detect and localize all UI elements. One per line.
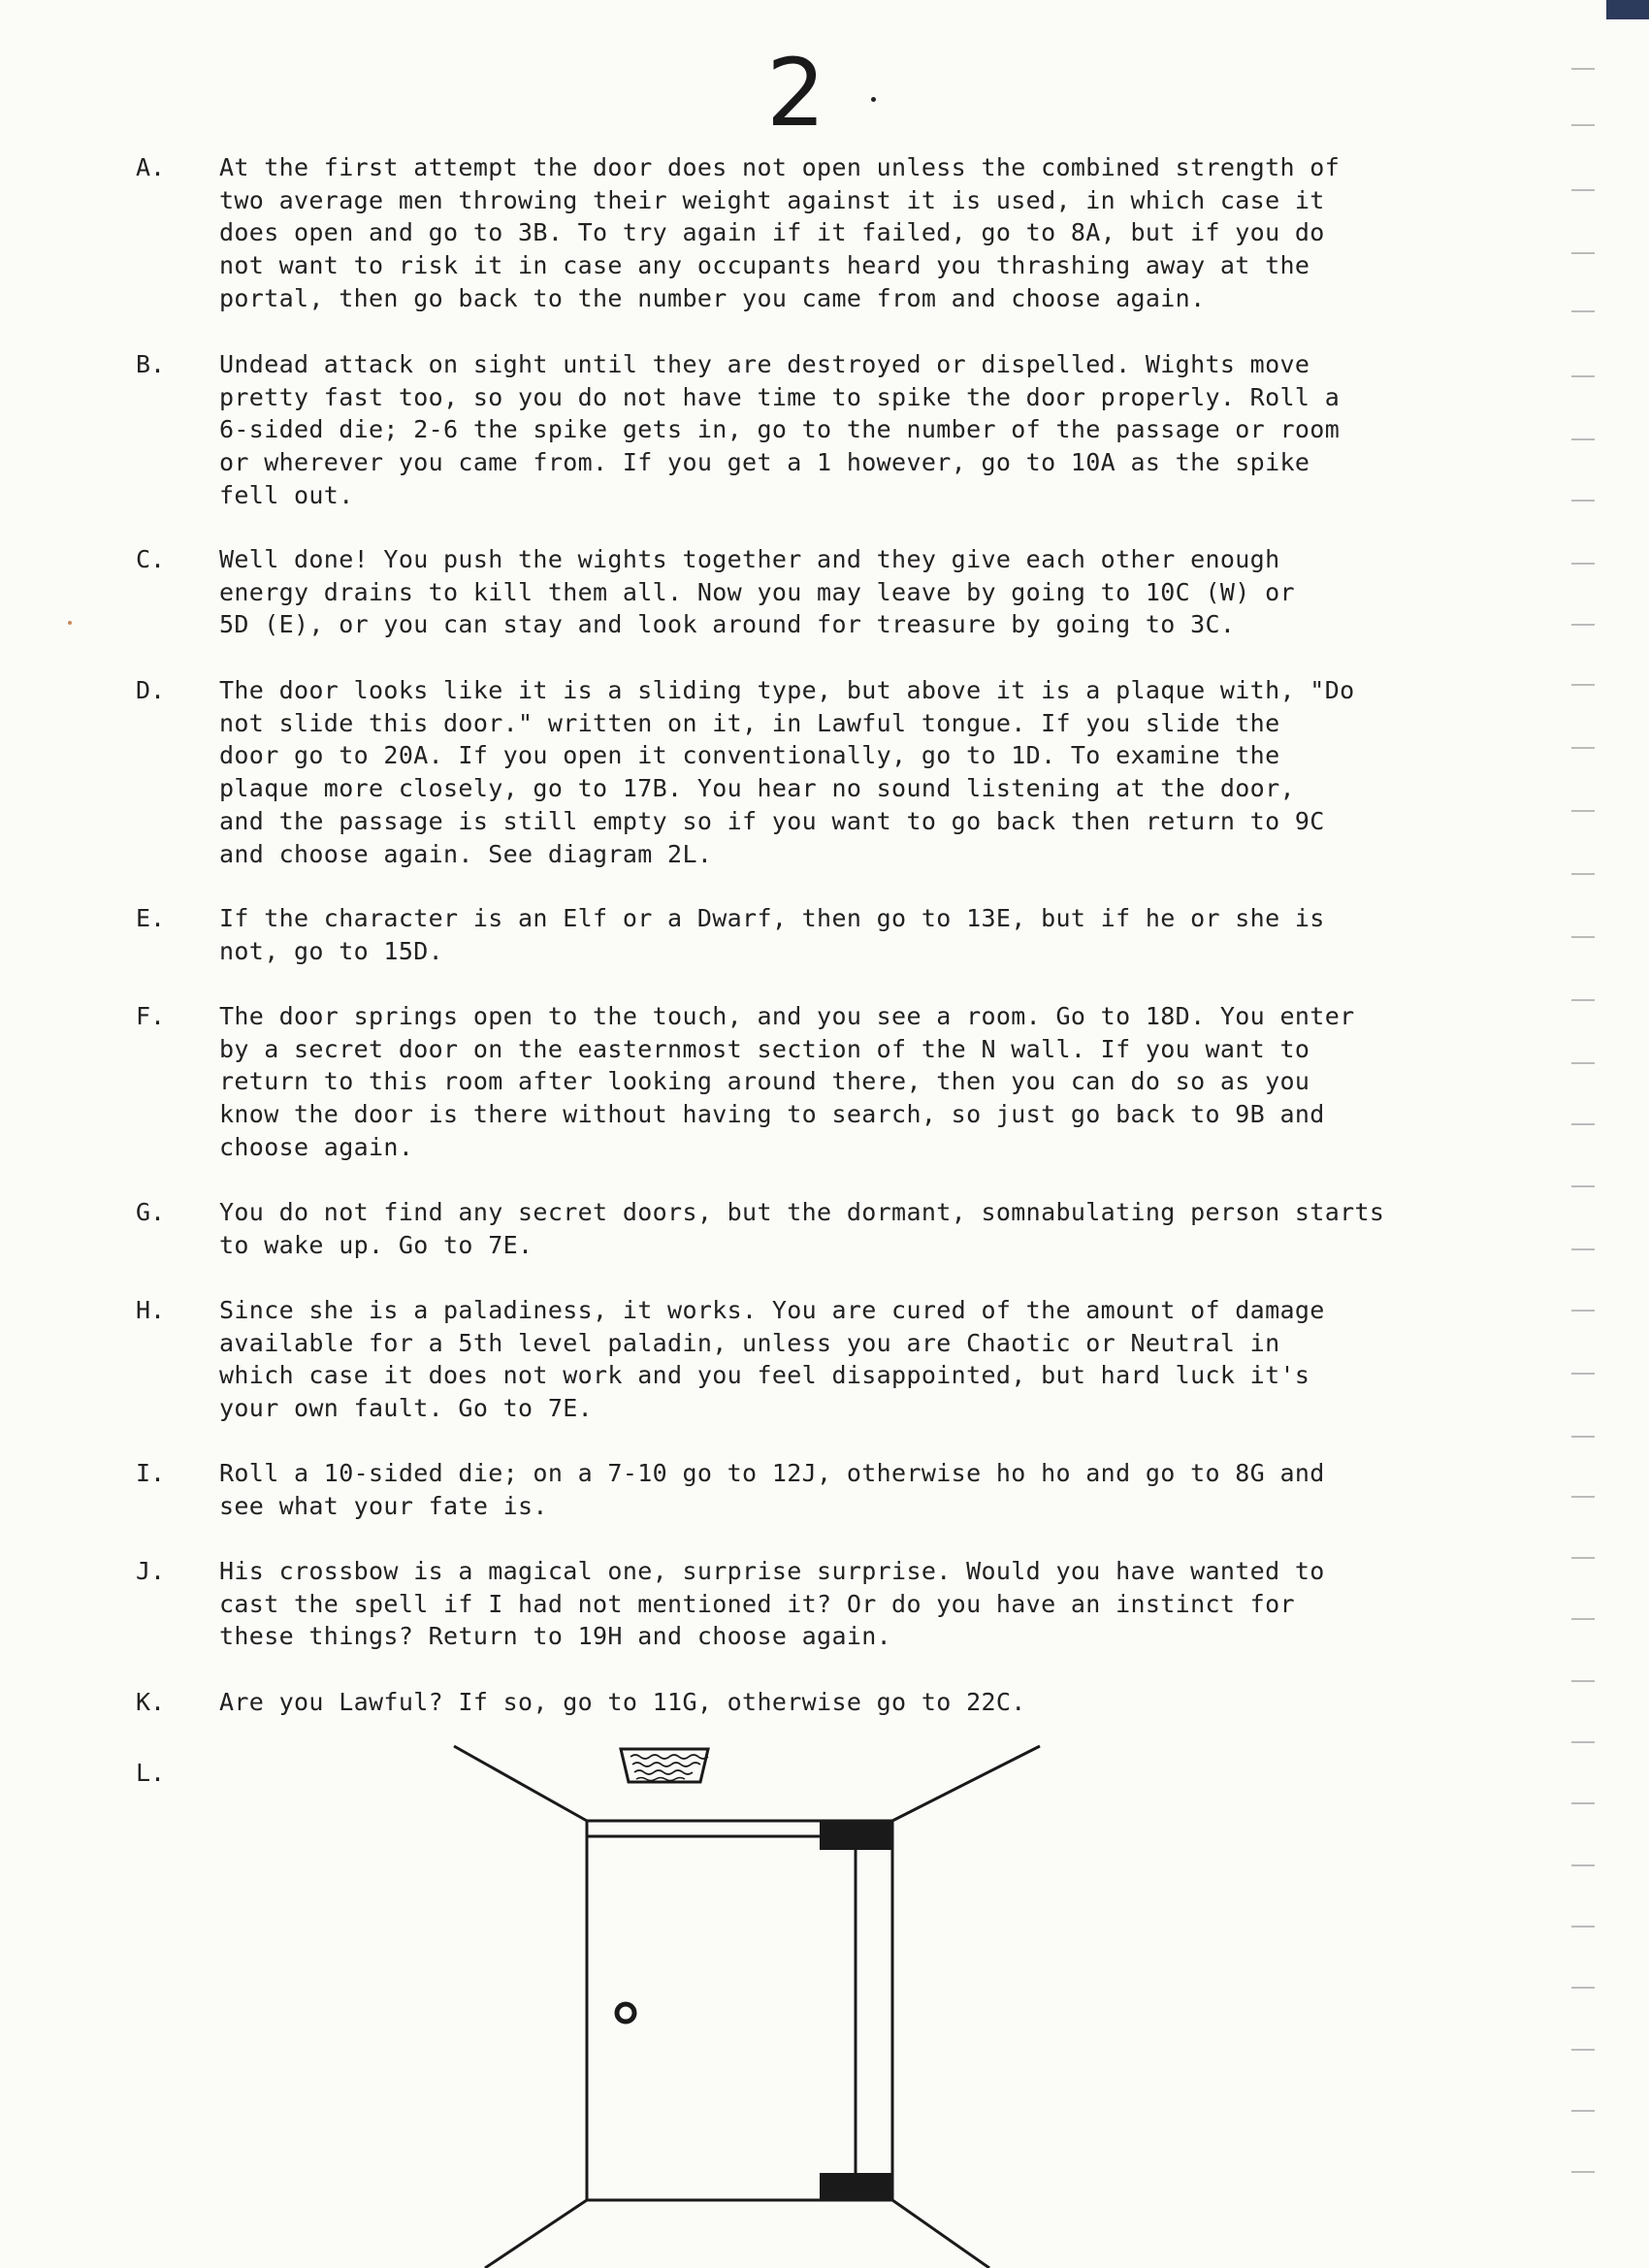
entry-text: Are you Lawful? If so, go to 11G, otherwise go to 22C.	[219, 1688, 1026, 1716]
floor-line-right	[892, 2200, 989, 2268]
entry-letter: C.	[136, 545, 166, 573]
ceiling-line-left	[454, 1746, 587, 1821]
dark-corner-strip	[1606, 0, 1649, 19]
entry-letter: I.	[136, 1459, 166, 1487]
doorknob-icon	[617, 2004, 634, 2022]
entry-letter: G.	[136, 1198, 166, 1226]
entry-letter: K.	[136, 1688, 166, 1716]
spiral-binding-edge	[1542, 0, 1649, 2268]
entry-letter: E.	[136, 904, 166, 932]
entry-letter: L.	[136, 1759, 166, 1787]
paper-smudge	[68, 621, 72, 625]
plaque-scribble	[630, 1755, 708, 1781]
entry-text: His crossbow is a magical one, surprise surprise. Would you have wanted to cast the spell if I had not mentioned it? Or do you have an instinct for these things? Return to 19H and choose again.	[219, 1557, 1325, 1651]
entry-text: Since she is a paladiness, it works. You are cured of the amount of damage available for a 5th level paladin, unless you are Chaotic or Neutral in which case it does not work and you feel disappointed, but hard luck it's your own fault. Go to 7E.	[219, 1296, 1325, 1423]
entry-text: Undead attack on sight until they are destroyed or dispelled. Wights move pretty fast too, so you do not have time to spike the door properly. Roll a 6-sided die; 2-6 the spike gets in, go to the number of the passage or room or wherever you came from. If you get a 1 however, go to 10A as the spike fell out.	[219, 350, 1341, 509]
entry-letter: F.	[136, 1002, 166, 1030]
entry-letter: H.	[136, 1296, 166, 1324]
ceiling-line-right	[892, 1746, 1040, 1821]
entry-text: The door springs open to the touch, and you see a room. Go to 18D. You enter by a secret door on the easternmost section of the N wall. If you want to return to this room after looking around there, then you can do so as you know the door is there without having to search, so just go back to 9B and choose again.	[219, 1002, 1355, 1161]
entry-text: If the character is an Elf or a Dwarf, then go to 13E, but if he or she is not, go to 15D.	[219, 904, 1325, 965]
entry-letter: D.	[136, 676, 166, 704]
entry-text: At the first attempt the door does not open unless the combined strength of two average men throwing their weight against it is used, in which case it does open and go to 3B. To try again if it failed, go to 8A, but if you do not want to risk it in case any occupants heard you thrashing away at the portal, then go back to the number you came from and choose again.	[219, 153, 1341, 312]
entry-letter: A.	[136, 153, 166, 181]
bottom-runner	[820, 2173, 892, 2200]
entry-text: You do not find any secret doors, but the dormant, somnabulating person starts to wake up. Go to 7E.	[219, 1198, 1385, 1259]
entry-letter: J.	[136, 1557, 166, 1585]
ink-dot	[871, 97, 876, 102]
floor-line-left	[485, 2200, 587, 2268]
entry-text: The door looks like it is a sliding type, but above it is a plaque with, "Do not slide this door." written on it, in Lawful tongue. If you slide the door go to 20A. If you open it conventionally, go to 1D. To examine the plaque more closely, go to 17B. You hear no sound listening at the door, and the passage is still empty so if you want to go back then return to 9C and choose again. See diagram 2L.	[219, 676, 1355, 868]
page-number: 2	[766, 39, 826, 147]
door-diagram	[446, 1732, 1048, 2268]
entry-letter: B.	[136, 350, 166, 378]
entry-text: Roll a 10-sided die; on a 7-10 go to 12J, otherwise ho ho and go to 8G and see what your fate is.	[219, 1459, 1325, 1520]
entry-text: Well done! You push the wights together and they give each other enough energy drains to kill them all. Now you may leave by going to 10C (W) or 5D (E), or you can stay and look around for treasure by going to 3C.	[219, 545, 1295, 639]
top-runner	[820, 1821, 892, 1850]
